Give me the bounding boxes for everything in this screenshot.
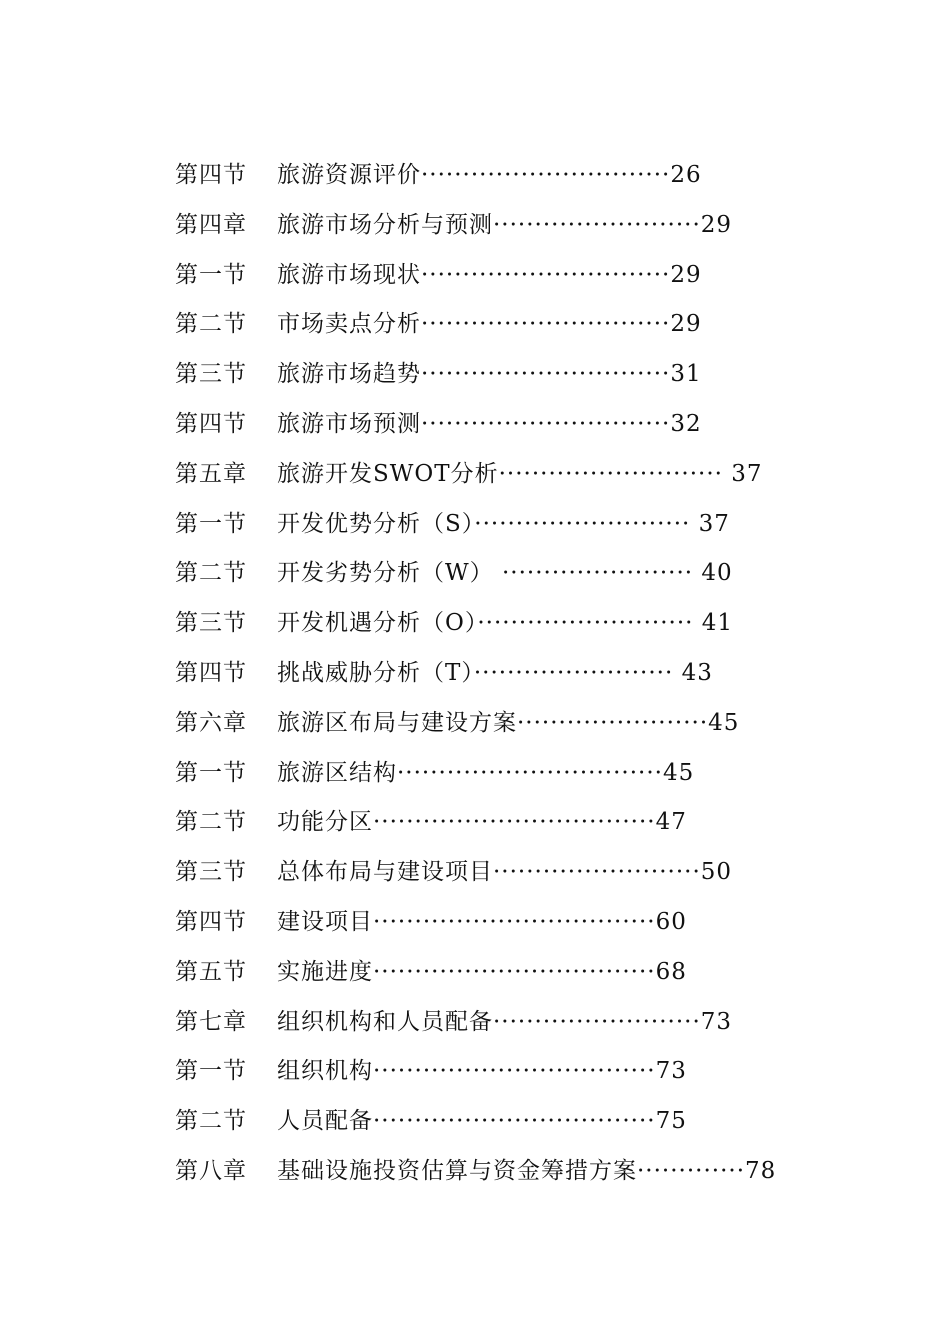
toc-entry[interactable] xyxy=(175,900,815,950)
toc-entry-title: 功能分区··································47 xyxy=(277,809,687,836)
toc-entry-title: 旅游市场预测······························32 xyxy=(277,410,702,437)
toc-entry-number: 第二节 xyxy=(175,560,247,587)
toc-entry-number: 第一节 xyxy=(175,1058,247,1085)
toc-entry-number: 第一节 xyxy=(175,261,247,288)
toc-entry[interactable] xyxy=(175,1049,815,1099)
toc-entry[interactable] xyxy=(175,1099,815,1149)
toc-entry[interactable] xyxy=(175,601,815,651)
toc-entry-title: 总体布局与建设项目·························50 xyxy=(277,859,733,886)
toc-entry-title: 旅游资源评价······························26 xyxy=(277,162,702,188)
toc-entry[interactable] xyxy=(175,950,815,1000)
toc-entry-number: 第四节 xyxy=(175,908,247,935)
toc-entry-title: 旅游区结构································45 xyxy=(277,759,695,786)
toc-entry[interactable] xyxy=(175,352,815,402)
toc-entry-number: 第七章 xyxy=(175,1008,247,1035)
toc-entry[interactable] xyxy=(175,751,815,801)
toc-entry-number: 第四章 xyxy=(175,211,247,238)
toc-entry[interactable] xyxy=(175,701,815,751)
toc-entry-title: 基础设施投资估算与资金筹措方案·············78 xyxy=(277,1157,777,1184)
toc-entry-number: 第四节 xyxy=(175,410,247,437)
toc-entry-number: 第三节 xyxy=(175,859,247,886)
toc-entry[interactable] xyxy=(175,302,815,352)
toc-entry-number: 第五章 xyxy=(175,460,247,487)
toc-entry-number: 第二节 xyxy=(175,311,247,338)
toc-entry[interactable] xyxy=(175,551,815,601)
toc-entry-number: 第八章 xyxy=(175,1157,247,1184)
toc-entry-number: 第二节 xyxy=(175,809,247,836)
toc-entry-title: 人员配备··································75 xyxy=(277,1108,687,1135)
toc-entry-title: 旅游市场现状······························29 xyxy=(277,261,702,288)
toc-entry-title: 开发劣势分析（W） ······················· 40 xyxy=(277,560,733,587)
toc-entry-number: 第四节 xyxy=(175,659,247,686)
toc-entry-number: 第三节 xyxy=(175,361,247,388)
toc-entry-number: 第三节 xyxy=(175,610,247,637)
toc-entry-title: 开发优势分析（S）·························· 37 xyxy=(277,510,730,537)
toc-entry-number: 第五节 xyxy=(175,958,247,985)
toc-entry[interactable] xyxy=(175,651,815,701)
toc-entry[interactable] xyxy=(175,1000,815,1050)
toc-entry-title: 市场卖点分析······························29 xyxy=(277,311,702,338)
toc-entry-title: 建设项目··································60 xyxy=(277,908,687,935)
toc-entry[interactable] xyxy=(175,203,815,253)
toc-entry-number: 第二节 xyxy=(175,1108,247,1135)
table-of-contents xyxy=(175,153,815,1199)
toc-entry-title: 旅游市场分析与预测·························29 xyxy=(277,211,733,238)
toc-entry-title: 组织机构··································73 xyxy=(277,1058,687,1085)
toc-entry-number: 第六章 xyxy=(175,709,247,736)
toc-entry[interactable] xyxy=(175,1149,815,1199)
toc-entry-title: 实施进度··································68 xyxy=(277,958,687,985)
toc-entry[interactable] xyxy=(175,452,815,502)
toc-entry-title: 挑战威胁分析（T）························ 43 xyxy=(277,659,713,686)
toc-entry-number: 第一节 xyxy=(175,759,247,786)
toc-entry-title: 旅游市场趋势······························31 xyxy=(277,361,702,388)
toc-entry[interactable] xyxy=(175,253,815,303)
toc-entry[interactable] xyxy=(175,800,815,850)
toc-entry[interactable] xyxy=(175,502,815,552)
toc-entry-title: 组织机构和人员配备·························73 xyxy=(277,1008,733,1035)
toc-entry-number: 第四节 xyxy=(175,162,247,188)
toc-entry-number: 第一节 xyxy=(175,510,247,537)
toc-entry[interactable] xyxy=(175,402,815,452)
toc-entry-title: 开发机遇分析（O）·························· 41 xyxy=(277,610,734,637)
toc-entry[interactable] xyxy=(175,153,815,203)
toc-entry-title: 旅游区布局与建设方案·······················45 xyxy=(277,709,740,736)
toc-entry[interactable] xyxy=(175,850,815,900)
toc-entry-title: 旅游开发SWOT分析··························· 37 xyxy=(277,460,763,487)
